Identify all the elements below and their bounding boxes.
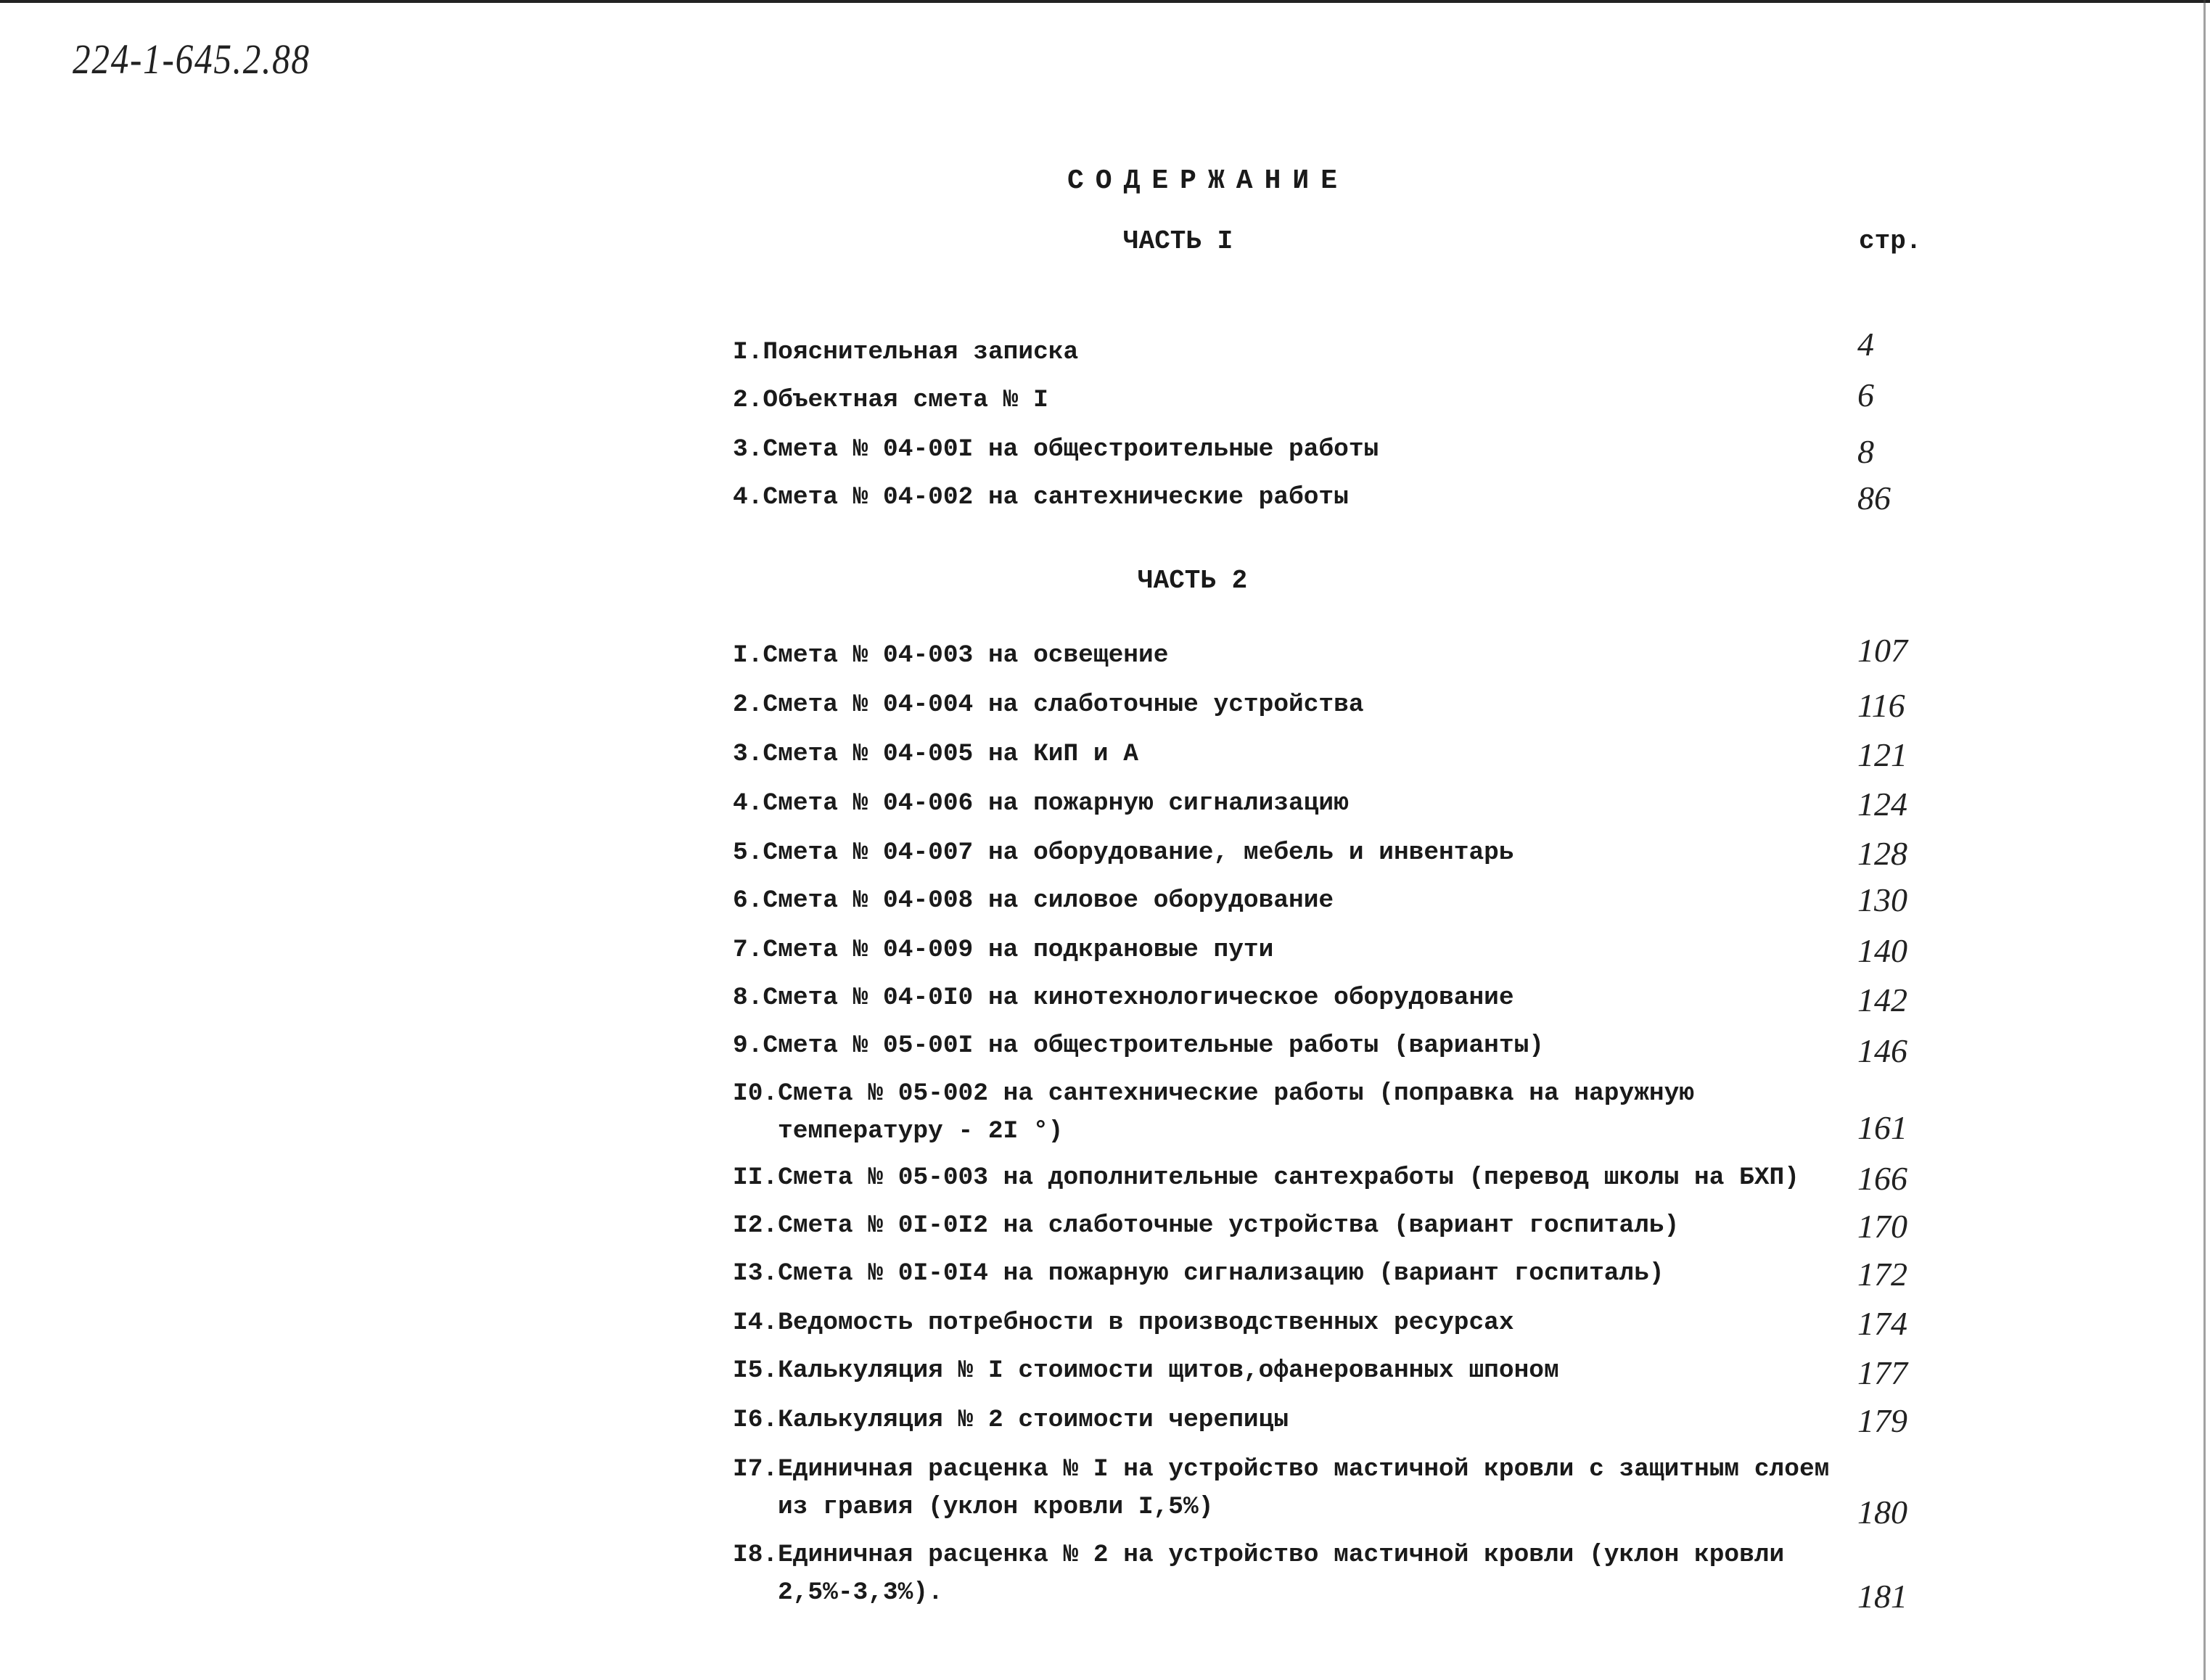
scan-top-edge	[0, 0, 2210, 3]
toc-entry	[733, 382, 1908, 419]
toc-entry	[733, 637, 1908, 675]
toc-entry	[733, 834, 1908, 872]
toc-entry	[733, 882, 1908, 920]
toc-entry-title: I7.Единичная расценка № I на устройство мастичной кровли с защитным слоем	[733, 1455, 1830, 1483]
toc-entry	[733, 1027, 1908, 1065]
toc-entry-title: 4.Смета № 04-006 на пожарную сигнализацию	[733, 789, 1349, 818]
toc-entry	[733, 1255, 1908, 1293]
toc-entry-title: I0.Смета № 05-002 на сантехнические работы (поправка на наружную	[733, 1079, 1695, 1108]
toc-entry-page-number: 170	[1857, 1208, 1907, 1245]
toc-entry-title: I5.Калькуляция № I стоимости щитов,офанерованных шпоном	[733, 1356, 1559, 1385]
toc-entry-title: 4.Смета № 04-002 на сантехнические работы	[733, 483, 1349, 511]
document-number-handwritten: 224-1-645.2.88	[73, 36, 311, 83]
toc-entry	[733, 979, 1908, 1017]
toc-entry	[733, 1159, 1908, 1197]
scan-right-edge	[2203, 0, 2206, 1680]
toc-entry-title: 3.Смета № 04-00I на общестроительные работы	[733, 435, 1379, 464]
toc-entry	[733, 931, 1908, 969]
toc-entry-title: I.Пояснительная записка	[733, 338, 1079, 366]
toc-entry-title: 2.Смета № 04-004 на слаботочные устройства	[733, 691, 1364, 719]
toc-entry-page-number: 124	[1857, 786, 1907, 823]
part-1-heading: ЧАСТЬ I	[1123, 226, 1233, 256]
part-2-heading: ЧАСТЬ 2	[1138, 566, 1248, 596]
toc-entry-page-number: 179	[1857, 1402, 1907, 1439]
toc-entry-page-number: 6	[1857, 376, 1874, 413]
toc-entry-page-number: 177	[1857, 1354, 1907, 1391]
page-title: СОДЕРЖАНИЕ	[1067, 165, 1350, 197]
toc-entry	[733, 1304, 1908, 1342]
toc-entry-page-number: 140	[1857, 932, 1907, 969]
toc-entry	[733, 1075, 1908, 1150]
toc-entry-page-number: 107	[1857, 632, 1907, 669]
toc-entry	[733, 334, 1908, 371]
toc-entry-title: I2.Смета № 0I-0I2 на слаботочные устройства (вариант госпиталь)	[733, 1211, 1680, 1240]
toc-entry	[733, 736, 1908, 773]
toc-entry	[733, 1401, 1908, 1439]
toc-entry-page-number: 172	[1857, 1256, 1907, 1293]
toc-entry-title: 6.Смета № 04-008 на силовое оборудование	[733, 886, 1334, 915]
toc-entry-page-number: 181	[1857, 1578, 1907, 1615]
toc-entry	[733, 431, 1908, 469]
toc-entry-title: 9.Смета № 05-00I на общестроительные работы (варианты)	[733, 1032, 1544, 1060]
toc-entry-title: 5.Смета № 04-007 на оборудование, мебель и инвентарь	[733, 839, 1514, 867]
toc-entry-title: 3.Смета № 04-005 на КиП и А	[733, 740, 1138, 768]
toc-entry-title: 2.Объектная смета № I	[733, 386, 1048, 414]
toc-entry-title: I8.Единичная расценка № 2 на устройство мастичной кровли (уклон кровли	[733, 1541, 1785, 1569]
toc-entry-title: I6.Калькуляция № 2 стоимости черепицы	[733, 1406, 1289, 1434]
toc-entry-title: II.Смета № 05-003 на дополнительные сантехработы (перевод школы на БХП)	[733, 1164, 1799, 1192]
toc-entry-title-continuation: 2,5%-3,3%).	[778, 1578, 943, 1607]
toc-entry-page-number: 174	[1857, 1305, 1907, 1342]
toc-entry-page-number: 180	[1857, 1494, 1907, 1531]
toc-entry-page-number: 8	[1857, 433, 1874, 470]
toc-entry-page-number: 166	[1857, 1160, 1907, 1197]
toc-entry-title: 7.Смета № 04-009 на подкрановые пути	[733, 936, 1274, 964]
toc-entry-page-number: 4	[1857, 326, 1874, 363]
toc-entry-page-number: 146	[1857, 1032, 1907, 1069]
toc-entry	[733, 1207, 1908, 1245]
toc-entry-title-continuation: из гравия (уклон кровли I,5%)	[778, 1493, 1214, 1521]
toc-entry-page-number: 86	[1857, 479, 1891, 516]
toc-entry-title: I3.Смета № 0I-0I4 на пожарную сигнализацию (вариант госпиталь)	[733, 1259, 1664, 1288]
toc-entry-page-number: 161	[1857, 1109, 1907, 1146]
toc-entry-page-number: 130	[1857, 881, 1907, 918]
toc-entry-page-number: 121	[1857, 736, 1907, 773]
toc-entry-title: I.Смета № 04-003 на освещение	[733, 641, 1169, 670]
toc-entry-title-continuation: температуру - 2I °)	[778, 1117, 1064, 1145]
toc-entry-title: 8.Смета № 04-0I0 на кинотехнологическое оборудование	[733, 984, 1514, 1012]
toc-entry	[733, 1352, 1908, 1390]
toc-entry-title: I4.Ведомость потребности в производственных ресурсах	[733, 1309, 1514, 1337]
toc-entry-page-number: 128	[1857, 835, 1907, 872]
toc-entry	[733, 785, 1908, 823]
page-column-label: стр.	[1859, 226, 1922, 256]
toc-entry	[733, 686, 1908, 724]
toc-entry	[733, 1536, 1908, 1612]
toc-entry	[733, 479, 1908, 516]
toc-entry-page-number: 116	[1857, 687, 1905, 724]
toc-entry	[733, 1451, 1908, 1526]
toc-entry-page-number: 142	[1857, 981, 1907, 1018]
